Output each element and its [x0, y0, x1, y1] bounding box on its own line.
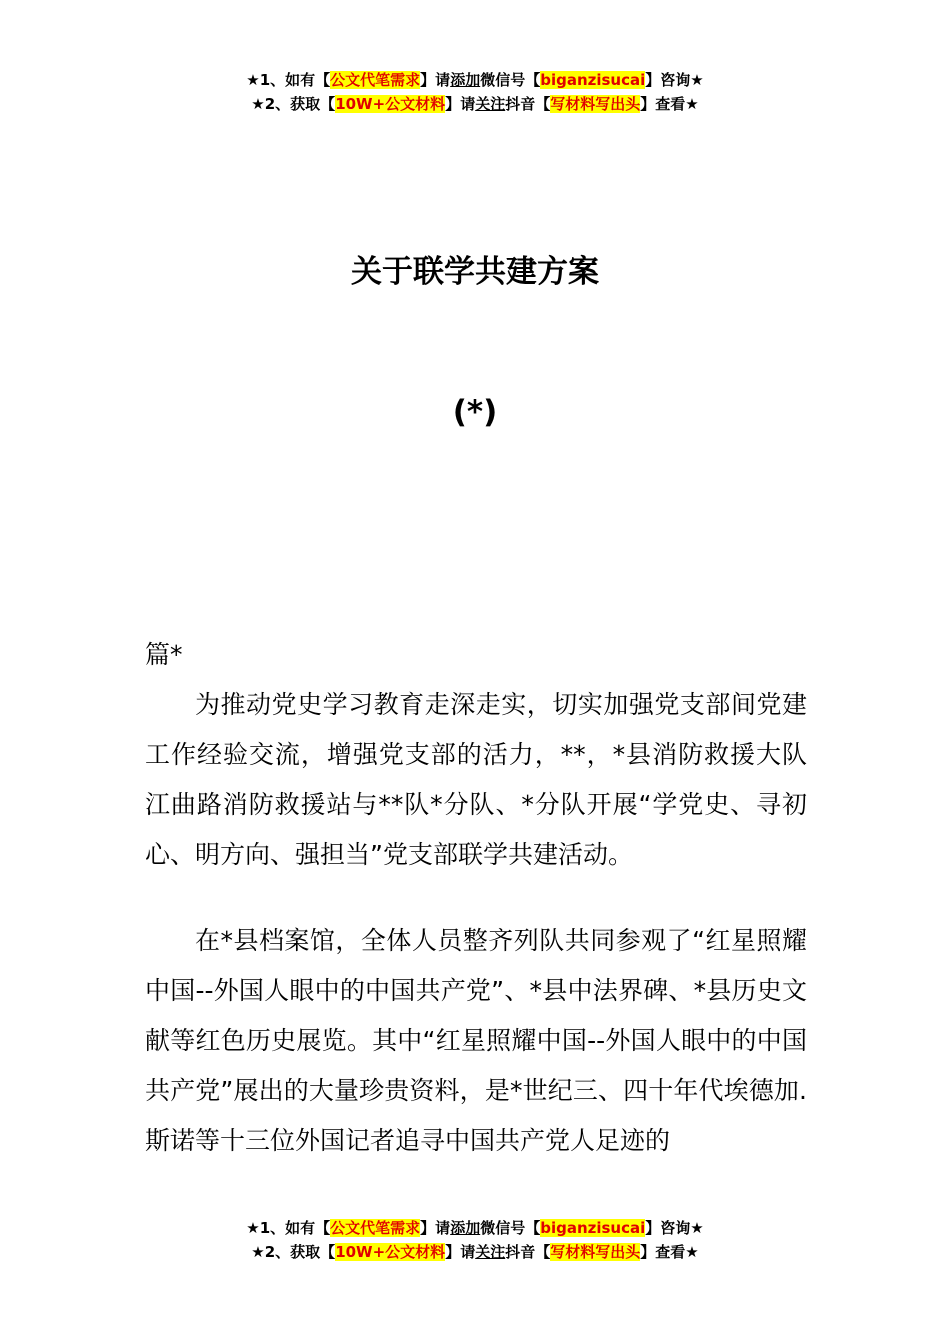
footer-line1-underline: 添加: [450, 1219, 481, 1237]
footer-line2-underline: 关注: [475, 1243, 506, 1261]
section-label: 篇*: [145, 640, 183, 669]
banner-line2-mid2: 抖音【: [505, 95, 551, 113]
footer-line1-prefix: ★1、如有【: [246, 1219, 331, 1237]
banner-line2-highlight-douyin: 写材料写出头: [550, 95, 641, 113]
footer-line2-suffix: 】查看★: [640, 1243, 699, 1261]
banner-line-1: [0, 68, 950, 92]
banner-line2-highlight-materials: 10W+公文材料: [335, 95, 446, 113]
footer-banner: [0, 1216, 950, 1264]
document-title: 关于联学共建方案: [351, 254, 599, 290]
footer-line2-highlight-douyin: 写材料写出头: [550, 1243, 641, 1261]
banner-line1-highlight-wechat: biganzisucai: [540, 71, 646, 89]
footer-line1-suffix: 】咨询★: [645, 1219, 704, 1237]
banner-line1-mid2: 微信号【: [480, 71, 541, 89]
footer-line-1: [0, 1216, 950, 1240]
footer-line1-mid1: 】请: [420, 1219, 451, 1237]
banner-line1-suffix: 】咨询★: [645, 71, 704, 89]
document-body: [145, 630, 807, 1166]
footer-line1-highlight-wechat: biganzisucai: [540, 1219, 646, 1237]
paragraph-1: 为推动党史学习教育走深走实，切实加强党支部间党建工作经验交流，增强党支部的活力，**，*县消防救援大队江曲路消防救援站与**队*分队、*分队开展“学党史、寻初心、明方向、强担当”党支部联学共建活动。: [145, 690, 807, 869]
header-banner: [0, 68, 950, 116]
banner-line1-underline: 添加: [450, 71, 481, 89]
banner-line2-prefix: ★2、获取【: [251, 95, 336, 113]
paragraph-gap: [145, 880, 807, 916]
banner-line1-mid1: 】请: [420, 71, 451, 89]
banner-line2-suffix: 】查看★: [640, 95, 699, 113]
banner-line1-highlight-service: 公文代笔需求: [330, 71, 421, 89]
footer-line1-mid2: 微信号【: [480, 1219, 541, 1237]
banner-line-2: [0, 92, 950, 116]
footer-line1-highlight-service: 公文代笔需求: [330, 1219, 421, 1237]
footer-line2-mid2: 抖音【: [505, 1243, 551, 1261]
document-subtitle: (*): [452, 394, 498, 430]
banner-line2-mid1: 】请: [445, 95, 476, 113]
banner-line1-prefix: ★1、如有【: [246, 71, 331, 89]
footer-line-2: [0, 1240, 950, 1264]
footer-line2-mid1: 】请: [445, 1243, 476, 1261]
paragraph-2: 在*县档案馆，全体人员整齐列队共同参观了“红星照耀中国--外国人眼中的中国共产党”、*县中法界碑、*县历史文献等红色历史展览。其中“红星照耀中国--外国人眼中的中国共产党”展出的大量珍贵资料，是*世纪三、四十年代埃德加.斯诺等十三位外国记者追寻中国共产党人足迹的: [145, 926, 807, 1155]
banner-line2-underline: 关注: [475, 95, 506, 113]
footer-line2-highlight-materials: 10W+公文材料: [335, 1243, 446, 1261]
footer-line2-prefix: ★2、获取【: [251, 1243, 336, 1261]
